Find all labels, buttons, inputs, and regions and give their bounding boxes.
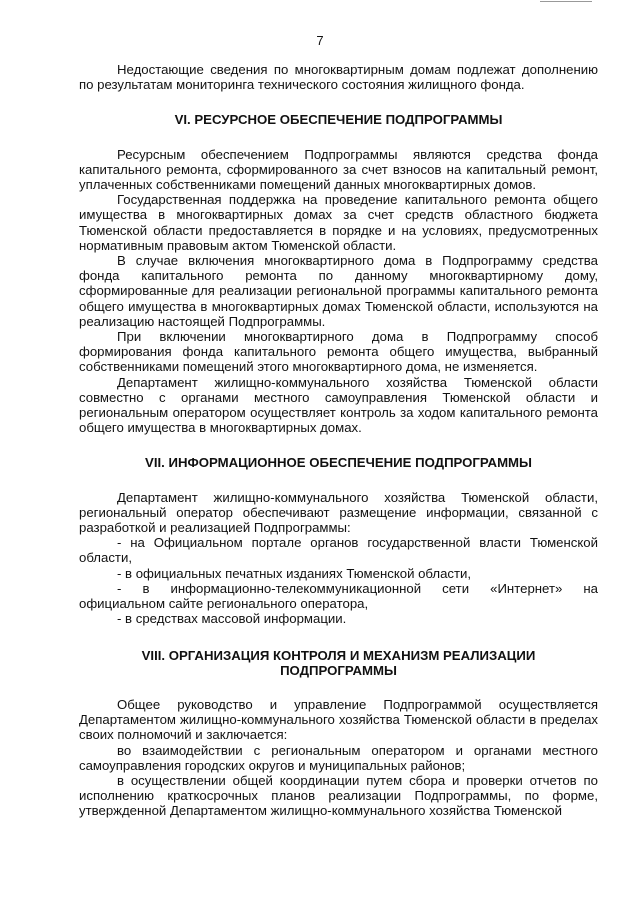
- intro-paragraph: Недостающие сведения по многоквартирным домам подлежат дополнению по результатам мониторинга технического состояния жилищного фонда.: [79, 62, 598, 93]
- document-body: [79, 62, 598, 819]
- section-7-paragraph: Департамент жилищно-коммунального хозяйства Тюменской области, региональный оператор обеспечивают размещение информации, связанной с разработкой и реализацией Подпрограммы:: [79, 489, 598, 536]
- top-edge-line: [540, 1, 592, 2]
- section-6-paragraph: Государственная поддержка на проведение капитального ремонта общего имущества в многоквартирных домах за счет средств областного бюджета Тюменской области предоставляется в порядке и на условиях, предусмотренных нормативным правовым актом Тюменской области.: [79, 192, 598, 253]
- section-7-list-item: - на Официальном портале органов государственной власти Тюменской области,: [79, 535, 598, 566]
- section-6-paragraph: При включении многоквартирного дома в Подпрограмму способ формирования фонда капитального ремонта общего имущества, выбранный собственниками помещений этого многоквартирного дома, не изменяется.: [79, 329, 598, 375]
- section-8-paragraph: во взаимодействии с региональным оператором и органами местного самоуправления городских округов и муниципальных районов;: [79, 742, 598, 773]
- section-7-list-item: - в информационно-телекоммуникационной сети «Интернет» на официальном сайте регионального оператора,: [79, 580, 598, 612]
- section-6-paragraph: Ресурсным обеспечением Подпрограммы являются средства фонда капитального ремонта, сформированного за счет взносов на капитальный ремонт, уплаченных собственниками помещений данных многоквартирных домов.: [79, 146, 598, 193]
- section-8-title-line-1: VIII. ОРГАНИЗАЦИЯ КОНТРОЛЯ И МЕХАНИЗМ РЕАЛИЗАЦИИ: [141, 647, 536, 663]
- section-8-title-line-2: ПОДПРОГРАММЫ: [280, 662, 397, 678]
- section-8-title: [79, 648, 598, 678]
- page-number: 7: [316, 33, 324, 48]
- section-7-list-item: - в официальных печатных изданиях Тюменской области,: [117, 565, 472, 581]
- section-6-paragraph: В случае включения многоквартирного дома в Подпрограмму средства фонда капитального ремонта по данному многоквартирному дому, сформированные для реализации региональной программы капитального ремонта общего имущества в многоквартирных домах Тюменской области, используются на реализацию настоящей Подпрограммы.: [79, 253, 598, 329]
- section-6-title: VI. РЕСУРСНОЕ ОБЕСПЕЧЕНИЕ ПОДПРОГРАММЫ: [174, 112, 503, 128]
- section-7-title: VII. ИНФОРМАЦИОННОЕ ОБЕСПЕЧЕНИЕ ПОДПРОГРАММЫ: [145, 455, 532, 471]
- section-8-paragraph: Общее руководство и управление Подпрограммой осуществляется Департаментом жилищно-коммунального хозяйства Тюменской области в пределах своих полномочий и заключается:: [79, 696, 598, 743]
- section-8-paragraph: в осуществлении общей координации путем сбора и проверки отчетов по исполнению краткосрочных планов реализации Подпрограммы, по форме, утвержденной Департаментом жилищно-коммунального хозяйства Тюменской: [79, 772, 598, 819]
- section-6-paragraph: Департамент жилищно-коммунального хозяйства Тюменской области совместно с органами местного самоуправления Тюменской области и региональным оператором осуществляет контроль за ходом капитального ремонта общего имущества в многоквартирных домах.: [79, 374, 598, 436]
- section-7-list-item: - в средствах массовой информации.: [117, 611, 347, 627]
